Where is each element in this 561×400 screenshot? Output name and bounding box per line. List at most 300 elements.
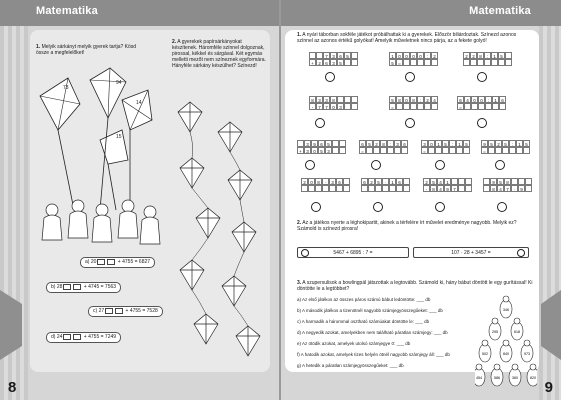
grid-cell[interactable]: [368, 185, 375, 192]
expression-box-1[interactable]: [297, 247, 409, 258]
grid-cell[interactable]: [403, 185, 410, 192]
grid-cell[interactable]: +: [297, 147, 304, 154]
equation-a-label: a): [85, 259, 90, 265]
grid-cell[interactable]: [484, 59, 491, 66]
grid-cell[interactable]: [495, 147, 502, 154]
billiard-ball-slot[interactable]: [315, 118, 325, 128]
grid-cell[interactable]: :: [387, 140, 394, 147]
right-task2-text: Az a játékos nyerte a léghokipartit, akinek a térfelére írt művelet eredménye nagyobb. Melyik ez? Számold is színezd pirosra!: [297, 220, 517, 232]
grid-cell[interactable]: [315, 185, 322, 192]
grid-cell[interactable]: 3: [304, 140, 311, 147]
task2-text: A gyerekek papírsárkányokat készítenek. Háromféle színnel dolgoznak, pirossal, kékkel és sárgával. Két egymás melletti mezőt nem színeznek egyformára. Hányféle sárkány készülhet? Színezd!: [172, 39, 266, 69]
grid-cell[interactable]: [351, 59, 358, 66]
equation-a-after: + 4755 = 6827: [117, 259, 151, 265]
equation-a-before: 20: [90, 259, 97, 265]
grid-cell[interactable]: 8: [380, 140, 387, 147]
calc-grid-5[interactable]: [389, 96, 438, 110]
grid-cell[interactable]: [361, 185, 368, 192]
grid-cell[interactable]: 8: [430, 185, 437, 192]
grid-cell[interactable]: =: [421, 147, 428, 154]
grid-cell[interactable]: [297, 140, 304, 147]
grid-cell[interactable]: 1: [435, 140, 442, 147]
grid-cell[interactable]: [516, 147, 523, 154]
grid-cell[interactable]: [344, 103, 351, 110]
grid-cell[interactable]: 2: [423, 178, 430, 185]
equation-c-after: + 4755 = 7528: [125, 308, 158, 314]
billiard-ball-slot[interactable]: [311, 202, 321, 212]
grid-cell[interactable]: 2: [373, 140, 380, 147]
grid-cell[interactable]: [389, 185, 396, 192]
grid-cell[interactable]: 5: [318, 147, 325, 154]
grid-cell[interactable]: 3: [304, 147, 311, 154]
grid-cell[interactable]: [332, 147, 339, 154]
grid-cell[interactable]: 8: [330, 96, 337, 103]
billiard-ball-slot[interactable]: [405, 118, 415, 128]
grid-cell[interactable]: [344, 59, 351, 66]
bowling-pin: [479, 340, 491, 362]
equation-c-before: 27: [98, 308, 105, 314]
grid-cell[interactable]: [424, 103, 431, 110]
grid-cell[interactable]: =: [389, 103, 396, 110]
grid-cell[interactable]: 2: [424, 96, 431, 103]
grid-cell[interactable]: [382, 185, 389, 192]
grid-cell[interactable]: [366, 147, 373, 154]
grid-cell[interactable]: -: [423, 185, 430, 192]
grid-cell[interactable]: [498, 59, 505, 66]
grid-cell[interactable]: =: [396, 59, 403, 66]
task3-item-g: g) A hetedik a páratlan számjegyösszegűeket: ___ db: [297, 363, 404, 368]
kite-coloring-grid[interactable]: [170, 100, 270, 370]
grid-cell[interactable]: 4: [437, 178, 444, 185]
grid-cell[interactable]: [375, 185, 382, 192]
pin-number: 618: [514, 330, 520, 334]
grid-cell[interactable]: 3: [316, 96, 323, 103]
grid-cell[interactable]: 5: [389, 96, 396, 103]
grid-cell[interactable]: 6: [318, 140, 325, 147]
calc-grid-4[interactable]: [309, 96, 358, 110]
grid-cell[interactable]: 1: [444, 178, 451, 185]
grid-cell[interactable]: 7: [316, 103, 323, 110]
grid-cell[interactable]: [509, 147, 516, 154]
grid-cell[interactable]: [332, 140, 339, 147]
grid-cell[interactable]: :: [484, 52, 491, 59]
kites-and-children-illustration: [30, 60, 170, 290]
grid-cell[interactable]: [301, 185, 308, 192]
grid-cell[interactable]: 0: [410, 52, 417, 59]
billiard-ball-slot[interactable]: [305, 160, 315, 170]
grid-cell[interactable]: [373, 147, 380, 154]
grid-cell[interactable]: [478, 103, 485, 110]
grid-cell[interactable]: 2: [316, 59, 323, 66]
grid-cell[interactable]: 0: [403, 52, 410, 59]
equation-a-slot[interactable]: [97, 259, 105, 265]
grid-cell[interactable]: [343, 178, 350, 185]
grid-cell[interactable]: 5: [463, 140, 470, 147]
grid-cell[interactable]: [463, 147, 470, 154]
equation-d-slot[interactable]: [63, 334, 71, 340]
right-page-title: Matematika: [469, 5, 531, 17]
grid-cell[interactable]: [316, 52, 323, 59]
expression-box-2[interactable]: [413, 247, 529, 258]
task3-item-a: a) Az első játékos az összes páros számú bábut ledöntötte: ___ db: [297, 297, 431, 302]
grid-cell[interactable]: 7: [504, 185, 511, 192]
grid-cell[interactable]: :: [449, 140, 456, 147]
expression-1: 5467 + 6895 : 7 =: [333, 250, 373, 256]
grid-cell[interactable]: [428, 147, 435, 154]
grid-cell[interactable]: 1: [389, 178, 396, 185]
grid-cell[interactable]: [336, 185, 343, 192]
grid-cell[interactable]: 9: [444, 185, 451, 192]
right-task2-number: 2.: [297, 220, 302, 226]
grid-cell[interactable]: [424, 59, 431, 66]
billiard-ball-slot[interactable]: [477, 118, 487, 128]
equation-b-slot-2[interactable]: [73, 284, 81, 290]
equation-c-label: c): [93, 308, 98, 314]
grid-cell[interactable]: 5: [344, 52, 351, 59]
grid-cell[interactable]: +: [309, 59, 316, 66]
grid-cell[interactable]: [351, 96, 358, 103]
grid-cell[interactable]: 5: [375, 178, 382, 185]
grid-cell[interactable]: 9: [490, 178, 497, 185]
task1-number: 1.: [36, 44, 41, 50]
task1-text: Melyik sárkányt melyik gyerek tartja? Kösd össze a megfelelőket!: [36, 44, 137, 56]
grid-cell[interactable]: [410, 103, 417, 110]
grid-cell[interactable]: 1: [492, 96, 499, 103]
bowling-pin: [527, 364, 537, 386]
grid-cell[interactable]: 1: [491, 52, 498, 59]
grid-cell[interactable]: 9: [311, 140, 318, 147]
equation-d[interactable]: [46, 332, 121, 343]
grid-cell[interactable]: 5: [498, 52, 505, 59]
grid-cell[interactable]: [518, 178, 525, 185]
equation-a-slot-2[interactable]: [107, 259, 115, 265]
kite-number-4: 15: [116, 134, 122, 140]
equation-c-slot[interactable]: [105, 308, 113, 314]
grid-cell[interactable]: [417, 59, 424, 66]
grid-cell[interactable]: [458, 178, 465, 185]
grid-cell[interactable]: ·: [382, 178, 389, 185]
grid-cell[interactable]: 8: [410, 96, 417, 103]
equation-a[interactable]: [80, 257, 155, 268]
task3-item-f: f) A hatodik azokat, amelyek tizes helyén ötnél nagyobb számjegy áll: ___ db: [297, 352, 450, 357]
calc-grid-2[interactable]: [389, 52, 438, 66]
grid-cell[interactable]: [435, 147, 442, 154]
grid-cell[interactable]: [322, 185, 329, 192]
bowling-pin: [500, 296, 512, 318]
grid-cell[interactable]: 1: [389, 52, 396, 59]
grid-cell[interactable]: [464, 103, 471, 110]
grid-cell[interactable]: [403, 178, 410, 185]
bowling-pin: [489, 318, 501, 340]
right-task1-number: 1.: [297, 32, 302, 38]
grid-cell[interactable]: [525, 185, 532, 192]
grid-cell[interactable]: 5: [488, 140, 495, 147]
grid-cell[interactable]: [344, 96, 351, 103]
grid-cell[interactable]: 0: [308, 178, 315, 185]
right-page-header: [281, 0, 561, 26]
grid-cell[interactable]: 6: [499, 96, 506, 103]
grid-cell[interactable]: 4: [431, 96, 438, 103]
grid-cell[interactable]: 0: [478, 96, 485, 103]
grid-cell[interactable]: 4: [464, 96, 471, 103]
grid-cell[interactable]: 4: [497, 185, 504, 192]
task3-item-c: c) A harmadik a hárommal osztható számúakat döntötte le: ___ db: [297, 319, 430, 324]
billiard-ball-slot[interactable]: [435, 160, 445, 170]
grid-cell[interactable]: 1: [516, 140, 523, 147]
grid-cell[interactable]: 6: [401, 140, 408, 147]
grid-cell[interactable]: 0: [471, 96, 478, 103]
equation-d-slot-2[interactable]: [73, 334, 81, 340]
grid-cell[interactable]: ·: [511, 185, 518, 192]
pin-number: 502: [482, 352, 488, 356]
pin-number: 360: [512, 376, 518, 380]
grid-cell[interactable]: 3: [325, 147, 332, 154]
grid-cell[interactable]: 2: [368, 178, 375, 185]
grid-cell[interactable]: =: [359, 147, 366, 154]
calc-grid-12[interactable]: [361, 178, 410, 192]
billiard-ball-slot[interactable]: [477, 72, 487, 82]
grid-cell[interactable]: [471, 103, 478, 110]
calc-grid-10[interactable]: [481, 140, 530, 154]
left-page-number: 8: [8, 379, 17, 396]
grid-cell[interactable]: 2: [470, 52, 477, 59]
grid-cell[interactable]: [308, 185, 315, 192]
grid-cell[interactable]: 2: [301, 178, 308, 185]
grid-cell[interactable]: 5: [325, 140, 332, 147]
grid-cell[interactable]: 0: [417, 52, 424, 59]
grid-cell[interactable]: 0: [396, 52, 403, 59]
grid-cell[interactable]: 7: [323, 52, 330, 59]
right-task1-text: A nyári táborban sokféle játékot próbálhattak ki a gyerekek. Először biliárdoztak. Színezd azonos színnel az azonos értékű golyókat! Amelyik műveletnek nincs párja, az a fekete golyó!: [297, 32, 517, 44]
billiard-ball-slot[interactable]: [495, 160, 505, 170]
grid-cell[interactable]: 0: [311, 147, 318, 154]
grid-cell[interactable]: 3: [421, 140, 428, 147]
right-task3-text: A szupersulisok a bowlingpál játszottak a legtovább. Számold ki, hány bábut döntött le egy gurítással! Ki döntötte le a legtöbbet?: [297, 280, 533, 292]
grid-cell[interactable]: 5: [430, 178, 437, 185]
right-page-number: 9: [544, 379, 553, 396]
grid-cell[interactable]: [492, 103, 499, 110]
grid-cell[interactable]: 3: [330, 52, 337, 59]
grid-cell[interactable]: 5: [337, 59, 344, 66]
grid-cell[interactable]: 7: [451, 185, 458, 192]
grid-cell[interactable]: 8: [477, 52, 484, 59]
billiard-ball-slot[interactable]: [371, 160, 381, 170]
grid-cell[interactable]: 6: [337, 52, 344, 59]
task1-instruction: [36, 44, 146, 56]
grid-cell[interactable]: [505, 52, 512, 59]
grid-cell[interactable]: [442, 147, 449, 154]
grid-cell[interactable]: [417, 103, 424, 110]
grid-cell[interactable]: [525, 178, 532, 185]
grid-cell[interactable]: 5: [389, 59, 396, 66]
grid-cell[interactable]: :: [424, 52, 431, 59]
right-content-panel: [285, 30, 539, 380]
grid-cell[interactable]: [499, 103, 506, 110]
pin-number: 295: [492, 330, 498, 334]
grid-cell[interactable]: [485, 103, 492, 110]
expression-2: 107 · 28 + 3457 =: [451, 250, 491, 256]
calc-grid-11[interactable]: [301, 178, 350, 192]
equation-d-before: 24: [56, 334, 63, 340]
grid-cell[interactable]: [470, 59, 477, 66]
grid-cell[interactable]: 6: [396, 178, 403, 185]
equation-b-after: + 4745 = 7563: [83, 284, 117, 290]
left-page-header: [0, 0, 280, 26]
grid-cell[interactable]: :: [417, 96, 424, 103]
grid-cell[interactable]: [488, 147, 495, 154]
grid-cell[interactable]: 4: [437, 185, 444, 192]
grid-cell[interactable]: 6: [457, 96, 464, 103]
grid-cell[interactable]: [483, 178, 490, 185]
bowling-pin: [475, 364, 485, 386]
grid-cell[interactable]: [380, 147, 387, 154]
grid-cell[interactable]: 5: [366, 140, 373, 147]
grid-cell[interactable]: [477, 59, 484, 66]
grid-cell[interactable]: 2: [431, 52, 438, 59]
calc-grid-1[interactable]: [309, 52, 358, 66]
bowling-pin: [491, 364, 503, 386]
grid-cell[interactable]: [339, 140, 346, 147]
equation-b-slot[interactable]: [63, 284, 71, 290]
grid-cell[interactable]: 9: [481, 140, 488, 147]
grid-cell[interactable]: [403, 103, 410, 110]
pin-number: 586: [494, 376, 500, 380]
pin-number: 973: [524, 352, 530, 356]
calc-grid-7[interactable]: [297, 140, 346, 154]
right-task3-number: 3.: [297, 280, 302, 286]
grid-cell[interactable]: [351, 52, 358, 59]
task3-item-b: b) A második játékos a tizenötnél nagyobb számjegyösszegűeket: ___ db: [297, 308, 443, 313]
bowling-pins-illustration: [475, 292, 537, 400]
grid-cell[interactable]: [431, 59, 438, 66]
grid-cell[interactable]: 0: [330, 103, 337, 110]
grid-cell[interactable]: 3: [394, 140, 401, 147]
grid-cell[interactable]: [465, 178, 472, 185]
grid-cell[interactable]: [451, 178, 458, 185]
grid-cell[interactable]: [351, 103, 358, 110]
grid-cell[interactable]: [396, 103, 403, 110]
grid-cell[interactable]: [329, 185, 336, 192]
grid-cell[interactable]: [339, 147, 346, 154]
grid-cell[interactable]: 3: [337, 103, 344, 110]
grid-cell[interactable]: [458, 185, 465, 192]
equation-b[interactable]: [46, 282, 121, 293]
grid-cell[interactable]: 5: [523, 140, 530, 147]
grid-cell[interactable]: [431, 103, 438, 110]
kite-number-2: 94: [116, 80, 122, 86]
grid-cell[interactable]: [456, 147, 463, 154]
grid-cell[interactable]: 3: [329, 178, 336, 185]
right-task2-instruction: [297, 220, 533, 232]
grid-cell[interactable]: [463, 59, 470, 66]
grid-cell[interactable]: :: [485, 96, 492, 103]
grid-cell[interactable]: [309, 52, 316, 59]
grid-cell[interactable]: 8: [396, 96, 403, 103]
bowling-pin: [511, 318, 523, 340]
grid-cell[interactable]: [401, 147, 408, 154]
pin-number: 840: [503, 352, 509, 356]
pin-number: 820: [530, 376, 536, 380]
grid-cell[interactable]: [396, 185, 403, 192]
right-task3-instruction: [297, 280, 533, 292]
billiard-ball-slot[interactable]: [373, 202, 383, 212]
kite-left-shape: [40, 78, 80, 130]
grid-cell[interactable]: [387, 147, 394, 154]
left-page-title: Matematika: [36, 5, 98, 17]
grid-cell[interactable]: 7: [323, 103, 330, 110]
bowling-pin: [521, 340, 533, 362]
grid-cell[interactable]: [483, 185, 490, 192]
grid-cell[interactable]: 2: [495, 140, 502, 147]
grid-cell[interactable]: 8: [490, 185, 497, 192]
left-content-panel: [30, 30, 270, 372]
grid-cell[interactable]: [449, 147, 456, 154]
grid-cell[interactable]: 0: [403, 96, 410, 103]
billiard-ball-slot[interactable]: [435, 202, 445, 212]
bowling-pin: [509, 364, 521, 386]
grid-cell[interactable]: [337, 96, 344, 103]
grid-cell[interactable]: 9: [518, 185, 525, 192]
grid-cell[interactable]: ·: [322, 178, 329, 185]
grid-cell[interactable]: 6: [359, 140, 366, 147]
grid-cell[interactable]: 2: [463, 52, 470, 59]
grid-cell[interactable]: 5: [442, 140, 449, 147]
equation-c-slot-2[interactable]: [115, 308, 123, 314]
grid-cell[interactable]: 8: [315, 178, 322, 185]
grid-cell[interactable]: 6: [361, 178, 368, 185]
grid-cell[interactable]: [523, 147, 530, 154]
equation-d-label: d): [51, 334, 56, 340]
grid-cell[interactable]: [505, 59, 512, 66]
equation-b-before: 28: [56, 284, 63, 290]
calc-grid-9[interactable]: [421, 140, 470, 154]
grid-cell[interactable]: [394, 147, 401, 154]
grid-cell[interactable]: 6: [323, 59, 330, 66]
bowling-pin: [500, 340, 512, 362]
billiard-ball-slot[interactable]: [325, 72, 335, 82]
grid-cell[interactable]: 8: [309, 96, 316, 103]
grid-cell[interactable]: 1: [456, 140, 463, 147]
billiard-ball-slot[interactable]: [497, 202, 507, 212]
grid-cell[interactable]: 3: [330, 59, 337, 66]
grid-cell[interactable]: [511, 178, 518, 185]
grid-cell[interactable]: 8: [504, 178, 511, 185]
grid-cell[interactable]: =: [481, 147, 488, 154]
calc-grid-8[interactable]: [359, 140, 408, 154]
kite-number-1: 73: [63, 85, 69, 91]
grid-cell[interactable]: 6: [336, 178, 343, 185]
grid-cell[interactable]: -: [309, 103, 316, 110]
grid-cell[interactable]: [491, 59, 498, 66]
grid-cell[interactable]: [410, 59, 417, 66]
calc-grid-3[interactable]: [463, 52, 512, 66]
calc-grid-6[interactable]: [457, 96, 506, 110]
grid-cell[interactable]: 0: [428, 140, 435, 147]
calc-grid-13[interactable]: [423, 178, 472, 192]
grid-cell[interactable]: 5: [497, 178, 504, 185]
grid-cell[interactable]: [465, 185, 472, 192]
grid-cell[interactable]: 3: [323, 96, 330, 103]
billiard-ball-slot[interactable]: [405, 72, 415, 82]
grid-cell[interactable]: [502, 147, 509, 154]
grid-cell[interactable]: [343, 185, 350, 192]
grid-cell[interactable]: :: [509, 140, 516, 147]
calc-grid-14[interactable]: [483, 178, 532, 192]
equation-c[interactable]: [88, 306, 163, 317]
grid-cell[interactable]: [403, 59, 410, 66]
grid-cell[interactable]: 5: [502, 140, 509, 147]
grid-cell[interactable]: =: [457, 103, 464, 110]
